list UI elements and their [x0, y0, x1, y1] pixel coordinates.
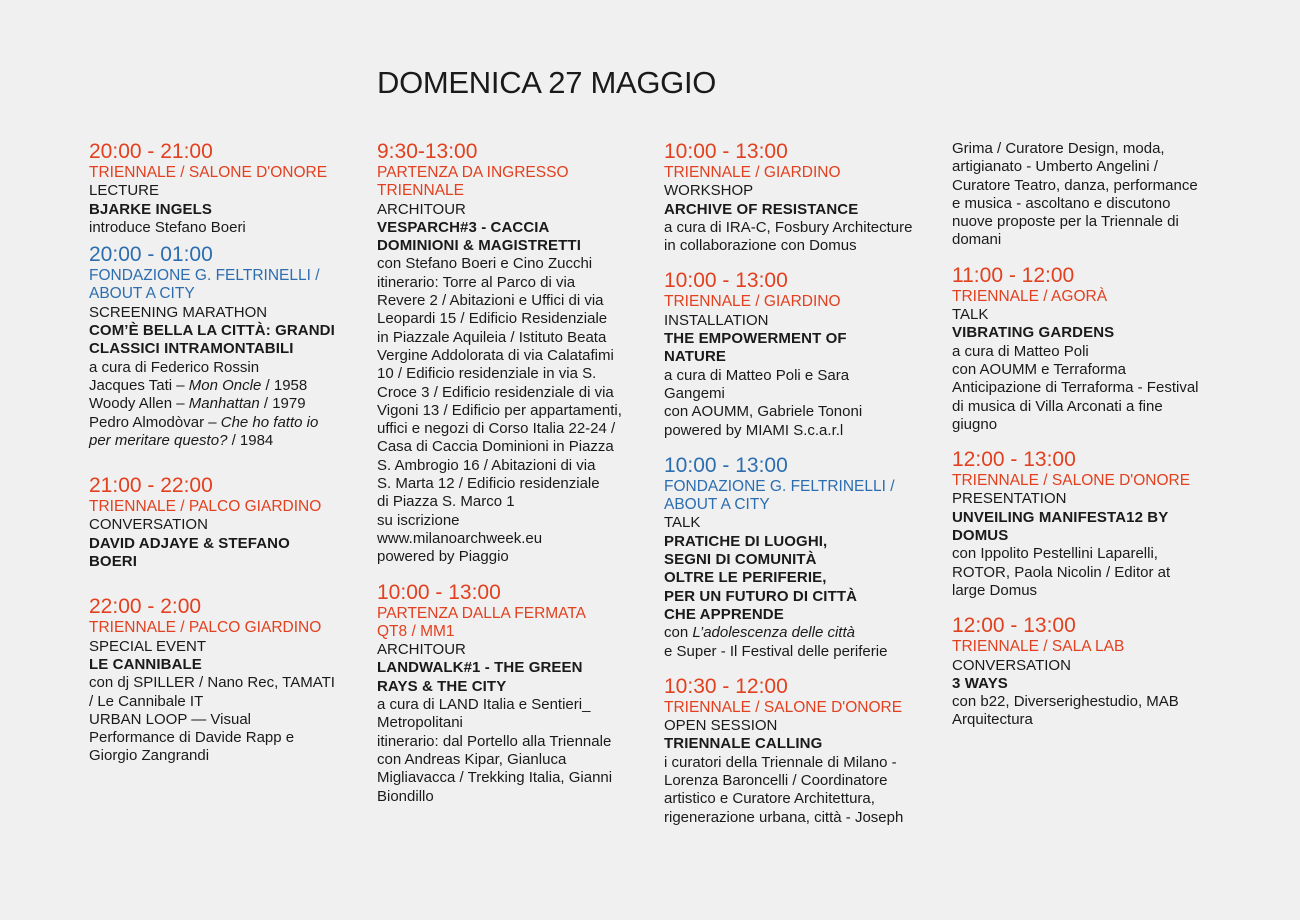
event-title: NATURE — [664, 348, 726, 366]
event-bjarke-ingels — [89, 140, 359, 237]
event-description: a cura di Federico Rossin — [89, 358, 260, 376]
event-time: 9:30-13:00 — [377, 140, 478, 163]
event-description: artigianato - Umberto Angelini / — [952, 158, 1158, 176]
event-title: OLTRE LE PERIFERIE, — [664, 569, 827, 587]
event-description: Giorgio Zangrandi — [89, 747, 210, 765]
event-description: 10 / Edificio residenziale in via S. — [377, 365, 597, 383]
event-type: ARCHITOUR — [377, 200, 466, 218]
event-title: PRATICHE DI LUOGHI, — [664, 532, 828, 550]
event-type: TALK — [664, 514, 701, 532]
schedule-column-4 — [952, 140, 1217, 730]
event-type: INSTALLATION — [664, 311, 769, 329]
event-description: Migliavacca / Trekking Italia, Gianni — [377, 769, 613, 787]
event-type: CONVERSATION — [952, 656, 1071, 674]
event-3-ways — [952, 614, 1217, 729]
event-description: a cura di IRA-C, Fosbury Architecture — [664, 218, 913, 236]
event-type: SPECIAL EVENT — [89, 637, 206, 655]
event-title: CHE APPRENDE — [664, 605, 784, 623]
event-title: UNVEILING MANIFESTA12 BY — [952, 508, 1169, 526]
event-description: artistico e Curatore Architettura, — [664, 790, 875, 808]
event-description: itinerario: dal Portello alla Triennale — [377, 732, 612, 750]
event-description: Croce 3 / Edificio residenziale di via — [377, 383, 614, 401]
website-link[interactable]: www.milanoarchweek.eu — [377, 529, 543, 547]
event-type: LECTURE — [89, 182, 160, 200]
event-title: VIBRATING GARDENS — [952, 324, 1115, 342]
event-description: con AOUMM e Terraforma — [952, 360, 1126, 378]
event-venue: QT8 / MM1 — [377, 622, 455, 640]
event-description: nuove proposte per la Triennale di — [952, 213, 1179, 231]
event-title: DOMUS — [952, 527, 1009, 545]
event-title: VESPARCH#3 - CACCIA — [377, 218, 550, 236]
event-type: TALK — [952, 306, 989, 324]
event-title: THE EMPOWERMENT OF — [664, 330, 847, 348]
event-venue: TRIENNALE / GIARDINO — [664, 293, 841, 311]
event-type: CONVERSATION — [89, 516, 208, 534]
event-description: e Super - Il Festival delle periferie — [664, 642, 888, 660]
event-description: a cura di LAND Italia e Sentieri_ — [377, 696, 591, 714]
event-venue: ABOUT A CITY — [89, 285, 195, 303]
event-description: uffici e negozi di Corso Italia 22-24 / — [377, 420, 616, 438]
event-description: domani — [952, 231, 1002, 249]
event-description: Vigoni 13 / Edificio per appartamenti, — [377, 401, 622, 419]
event-venue: TRIENNALE / SALA LAB — [952, 638, 1125, 656]
event-description: rigenerazione urbana, città - Joseph — [664, 808, 904, 826]
event-time: 12:00 - 13:00 — [952, 614, 1076, 638]
event-venue: TRIENNALE — [377, 182, 464, 200]
event-time: 11:00 - 12:00 — [952, 263, 1075, 287]
event-description: Casa di Caccia Dominioni in Piazza — [377, 438, 614, 456]
event-time: 20:00 - 01:00 — [89, 243, 213, 267]
event-archive-of-resistance — [664, 140, 934, 255]
event-unveiling-manifesta12 — [952, 448, 1217, 600]
event-description: con Stefano Boeri e Cino Zucchi — [377, 255, 593, 273]
event-type: OPEN SESSION — [664, 717, 778, 735]
event-description: a cura di Matteo Poli e Sara — [664, 366, 850, 384]
event-title: LE CANNIBALE — [89, 655, 202, 673]
event-description: Leopardi 15 / Edificio Residenziale — [377, 310, 608, 328]
event-description: Vergine Addolorata di via Calatafimi — [377, 346, 614, 364]
event-venue: PARTENZA DA INGRESSO — [377, 164, 569, 181]
event-type: ARCHITOUR — [377, 641, 466, 659]
event-time: 10:00 - 13:00 — [664, 453, 788, 477]
event-description: large Domus — [952, 581, 1038, 599]
event-venue: TRIENNALE / GIARDINO — [664, 164, 841, 181]
event-description: con AOUMM, Gabriele Tononi — [664, 403, 863, 421]
event-venue: TRIENNALE / PALCO GIARDINO — [89, 619, 322, 637]
page-title: DOMENICA 27 MAGGIO — [377, 65, 717, 100]
event-venue: TRIENNALE / AGORÀ — [952, 287, 1108, 305]
event-venue: TRIENNALE / PALCO GIARDINO — [89, 498, 322, 516]
event-venue: ABOUT A CITY — [664, 496, 770, 514]
event-description: Performance di Davide Rapp e — [89, 729, 295, 747]
event-description: Gangemi — [664, 384, 725, 402]
event-description: Arquitectura — [952, 711, 1033, 729]
event-description: powered by MIAMI S.c.a.r.l — [664, 421, 844, 439]
event-description: di musica di Villa Arconati a fine — [952, 397, 1163, 415]
event-description: Revere 2 / Abitazioni e Uffici di via — [377, 292, 604, 310]
event-title: 3 WAYS — [952, 674, 1008, 692]
event-description: S. Ambrogio 16 / Abitazioni di via — [377, 456, 596, 474]
event-description: / Le Cannibale IT — [89, 692, 204, 710]
event-title: LANDWALK#1 - THE GREEN — [377, 659, 583, 677]
event-time: 10:00 - 13:00 — [664, 140, 788, 163]
event-landwalk-1 — [377, 581, 642, 806]
event-description: in collaborazione con Domus — [664, 237, 857, 255]
event-title: SEGNI DI COMUNITÀ — [664, 551, 817, 569]
event-continuation — [952, 140, 1217, 250]
event-title: PER UN FUTURO DI CITTÀ — [664, 587, 858, 605]
event-title: DAVID ADJAYE & STEFANO — [89, 534, 290, 552]
event-description: powered by Piaggio — [377, 548, 509, 566]
event-time: 10:00 - 13:00 — [377, 580, 501, 604]
event-venue: PARTENZA DALLA FERMATA — [377, 604, 587, 622]
schedule-column-3 — [664, 140, 934, 827]
event-type: SCREENING MARATHON — [89, 303, 268, 321]
event-title: CLASSICI INTRAMONTABILI — [89, 340, 294, 358]
event-description: con L’adolescenza delle città — [664, 624, 855, 642]
event-time: 12:00 - 13:00 — [952, 448, 1076, 472]
event-description: su iscrizione — [377, 511, 460, 529]
event-description: S. Marta 12 / Edificio residenziale — [377, 475, 600, 493]
event-description: con Andreas Kipar, Gianluca — [377, 750, 567, 768]
film-entry: Pedro Almodòvar – Che ho fatto io — [89, 413, 319, 431]
event-description: Curatore Teatro, danza, performance — [952, 176, 1198, 194]
event-time: 10:00 - 13:00 — [664, 269, 788, 293]
event-time: 22:00 - 2:00 — [89, 595, 202, 619]
event-description: Metropolitani — [377, 714, 463, 732]
event-title: ARCHIVE OF RESISTANCE — [664, 200, 859, 218]
event-description: con Ippolito Pestellini Laparelli, — [952, 545, 1158, 563]
event-venue: TRIENNALE / SALONE D'ONORE — [664, 698, 903, 716]
event-vesparch-3 — [377, 140, 642, 567]
event-le-cannibale — [89, 595, 359, 765]
event-description: con dj SPILLER / Nano Rec, TAMATI — [89, 674, 335, 692]
event-pratiche-di-luoghi — [664, 454, 934, 661]
film-entry: Jacques Tati – Mon Oncle / 1958 — [89, 376, 308, 394]
event-time: 10:30 - 12:00 — [664, 674, 788, 698]
schedule-column-2 — [377, 140, 642, 806]
event-description: Lorenza Baroncelli / Coordinatore — [664, 772, 888, 790]
event-venue: FONDAZIONE G. FELTRINELLI / — [89, 267, 320, 285]
event-description: di Piazza S. Marco 1 — [377, 493, 515, 511]
event-screening-marathon — [89, 243, 359, 450]
event-description: introduce Stefano Boeri — [89, 218, 246, 236]
event-title: BOERI — [89, 553, 138, 571]
event-description: URBAN LOOP — Visual — [89, 710, 252, 728]
event-vibrating-gardens — [952, 264, 1217, 434]
event-venue: FONDAZIONE G. FELTRINELLI / — [664, 477, 895, 495]
event-venue: TRIENNALE / SALONE D'ONORE — [89, 164, 328, 181]
event-time: 21:00 - 22:00 — [89, 474, 213, 498]
event-type: PRESENTATION — [952, 490, 1067, 508]
event-description: con b22, Diverserighestudio, MAB — [952, 693, 1179, 711]
event-title: COM’È BELLA LA CITTÀ: GRANDI — [89, 322, 335, 340]
event-description: Grima / Curatore Design, moda, — [952, 140, 1165, 157]
event-title: BJARKE INGELS — [89, 200, 212, 218]
event-description: a cura di Matteo Poli — [952, 342, 1089, 360]
schedule-column-1 — [89, 140, 359, 766]
event-venue: TRIENNALE / SALONE D'ONORE — [952, 472, 1191, 490]
event-title: RAYS & THE CITY — [377, 677, 507, 695]
event-type: WORKSHOP — [664, 182, 754, 200]
film-entry: Woody Allen – Manhattan / 1979 — [89, 395, 306, 413]
film-entry: per meritare questo? / 1984 — [89, 431, 274, 449]
event-description: e musica - ascoltano e discutono — [952, 194, 1171, 212]
event-description: ROTOR, Paola Nicolin / Editor at — [952, 563, 1171, 581]
event-description: in Piazzale Aquileia / Istituto Beata — [377, 328, 607, 346]
event-description: Anticipazione di Terraforma - Festival — [952, 379, 1199, 397]
event-description: Biondillo — [377, 787, 434, 805]
event-title: TRIENNALE CALLING — [664, 735, 823, 753]
event-david-adjaye — [89, 474, 359, 571]
event-description: itinerario: Torre al Parco di via — [377, 273, 576, 291]
event-description: giugno — [952, 415, 998, 433]
event-description: i curatori della Triennale di Milano - — [664, 753, 897, 771]
event-triennale-calling — [664, 675, 934, 827]
event-title: DOMINIONI & MAGISTRETTI — [377, 237, 581, 255]
event-time: 20:00 - 21:00 — [89, 140, 213, 163]
event-empowerment-of-nature — [664, 269, 934, 439]
